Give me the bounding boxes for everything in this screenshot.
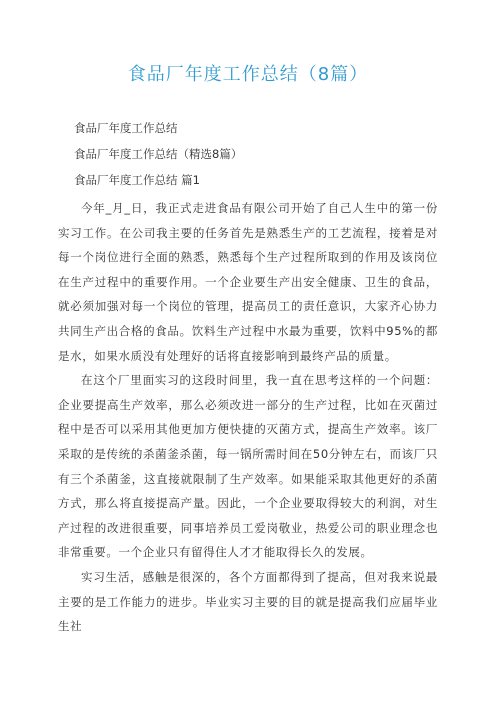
document-body <box>58 196 438 639</box>
paragraph: 在这个厂里面实习的这段时间里，我一直在思考这样的一个问题：企业要提高生产效率，那么必须改进一部分的生产过程，比如在灭菌过程中是否可以采用其他更加方便快捷的灭菌方式，提高生产效率。该厂采取的是传统的杀菌釜杀菌，每一锅所需时间在50分钟左右，而该厂只有三个杀菌釜，这直接就限制了生产效率。如果能采取其他更好的杀菌方式，那么将直接提高产量。因此，一个企业要取得较大的利润，对生产过程的改进很重要，同事培养员工爱岗敬业，热爱公司的职业理念也非常重要。一个企业只有留得住人才才能取得长久的发展。 <box>58 373 438 560</box>
meta-line-section: 食品厂年度工作总结 篇1 <box>74 173 200 187</box>
paragraph: 实习生活，感触是很深的，各个方面都得到了提高，但对我来说最主要的是工作能力的进步。毕业实习主要的目的就是提高我们应届毕业生社 <box>58 569 438 634</box>
document-title: 食品厂年度工作总结（8篇） <box>127 64 369 85</box>
meta-line-heading: 食品厂年度工作总结 <box>74 121 178 135</box>
paragraph: 今年_月_日，我正式走进食品有限公司开始了自己人生中的第一份实习工作。在公司我主要的任务首先是熟悉生产的工艺流程，接着是对每一个岗位进行全面的熟悉，熟悉每个生产过程所取到的作用及该岗位在生产过程中的重要作用。一个企业要生产出安全健康、卫生的食品，就必须加强对每一个岗位的管理，提高员工的责任意识，大家齐心协力共同生产出合格的食品。饮料生产过程中水最为重要，饮料中95%的都是水，如果水质没有处理好的话将直接影响到最终产品的质量。 <box>58 201 438 363</box>
meta-line-subtitle: 食品厂年度工作总结（精选8篇） <box>74 147 243 161</box>
